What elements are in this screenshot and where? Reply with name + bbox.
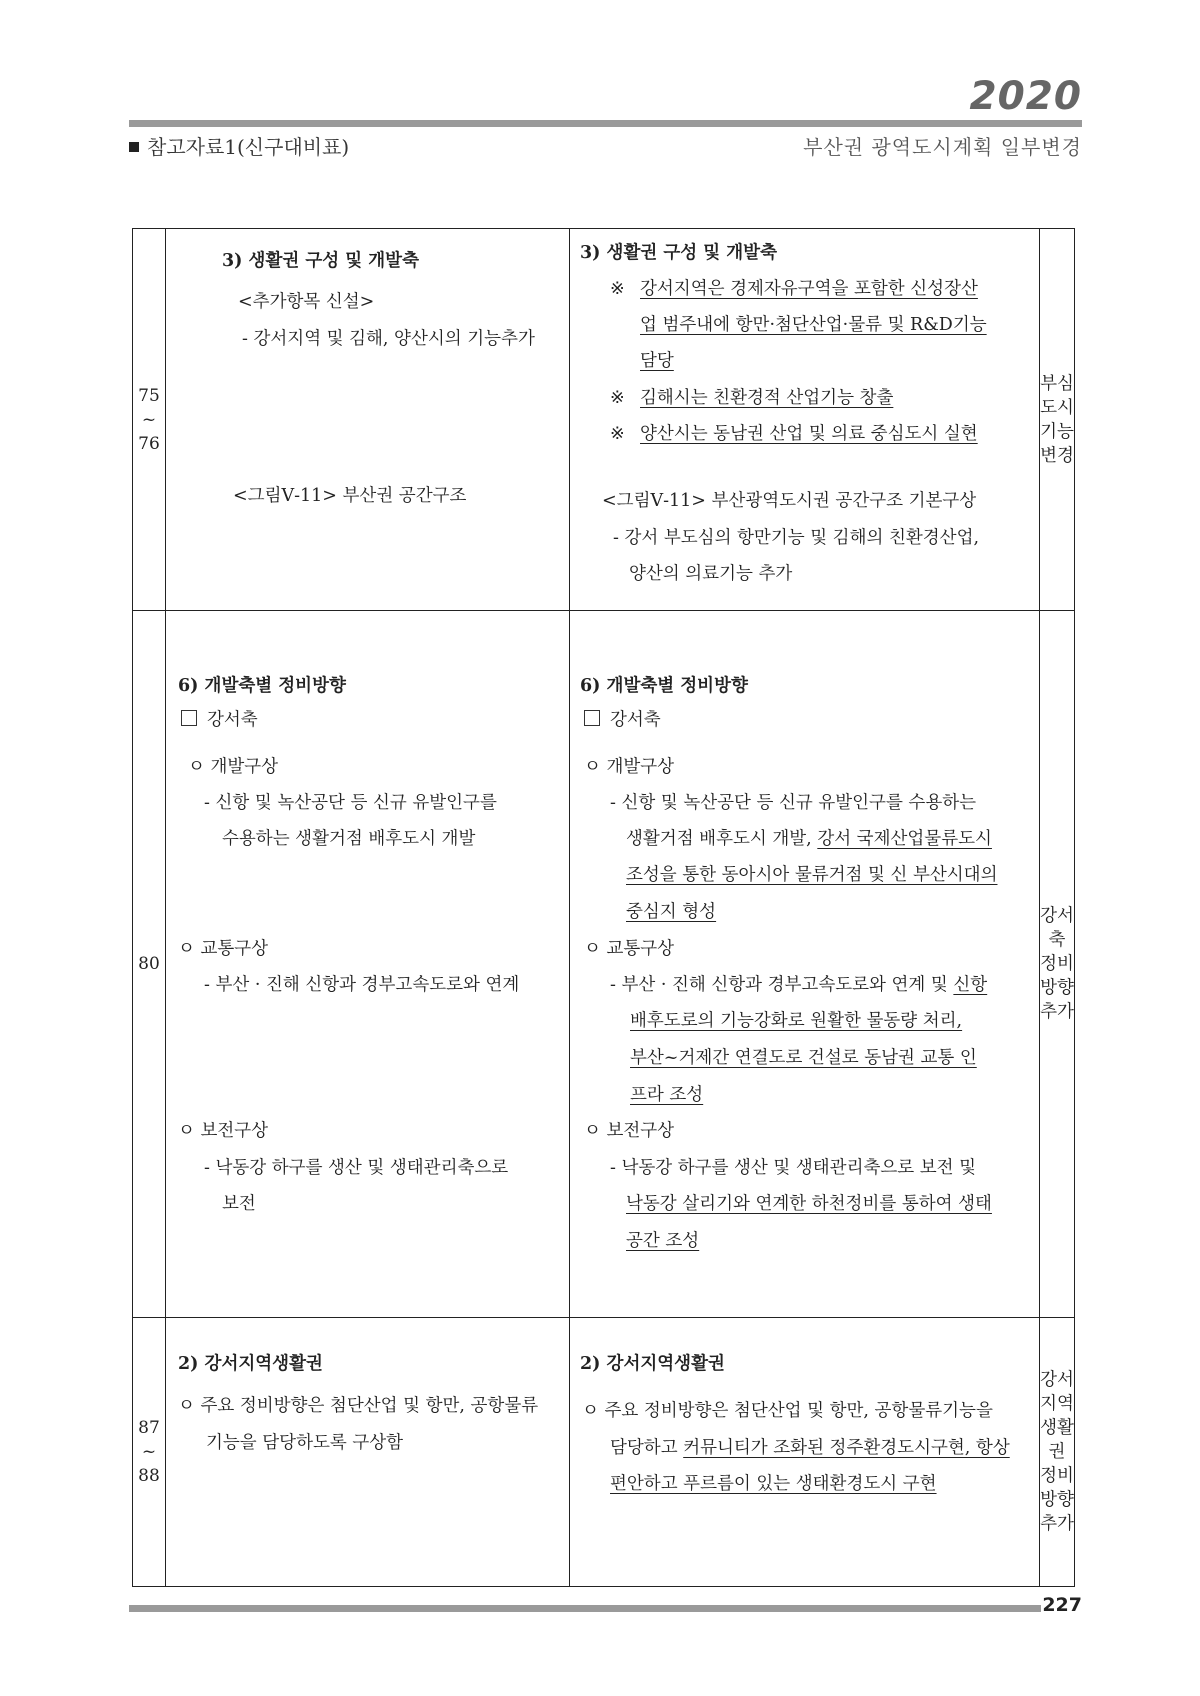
remark-text: 생활: [1040, 1418, 1074, 1438]
note-mark: ※: [610, 279, 625, 299]
new-text-line: 김해시는 친환경적 산업기능 창출: [640, 388, 894, 408]
remark-text: 지역: [1040, 1394, 1074, 1414]
new-text-line: 공간 조성: [626, 1231, 700, 1251]
old-item: - 신항 및 녹산공단 등 신규 유발인구를: [204, 793, 497, 813]
old-item: ㅇ 보전구상: [178, 1121, 269, 1141]
old-text-cell: [166, 229, 570, 611]
new-text-line: [626, 821, 992, 857]
old-text-cell: [166, 1318, 570, 1587]
underlined-text: 신항: [953, 975, 988, 995]
new-text-line: [610, 967, 987, 1003]
remark-text: 추가: [1040, 1002, 1074, 1022]
note-mark: ※: [610, 424, 625, 444]
new-item: ㅇ 보전구상: [584, 1121, 675, 1141]
page-range-cell: [133, 1318, 166, 1587]
new-text-cell: [570, 1318, 1040, 1587]
old-item: 보전: [222, 1194, 256, 1214]
old-item: ㅇ 주요 정비방향은 첨단산업 및 항만, 공항물류: [178, 1396, 539, 1416]
old-item: - 강서지역 및 김해, 양산시의 기능추가: [242, 329, 535, 349]
new-text-line: 조성을 통한 동아시아 물류거점 및 신 부산시대의: [626, 865, 998, 885]
remark-text: 방향: [1040, 978, 1074, 998]
old-item: ㅇ 개발구상: [188, 757, 279, 777]
remark-text: 기능: [1040, 421, 1074, 442]
old-item: ㅇ 교통구상: [178, 939, 269, 959]
page-number: 76: [138, 433, 160, 454]
new-text-line: 배후도로의 기능강화로 원활한 물동량 처리,: [630, 1011, 963, 1031]
remark-text: 정비: [1040, 1466, 1074, 1486]
new-text-cell: [570, 229, 1040, 611]
old-item: 기능을 담당하도록 구상함: [206, 1433, 404, 1453]
section-label-text: 참고자료1(신구대비표): [147, 135, 350, 159]
remarks-cell: [1040, 611, 1075, 1318]
new-text-line: 양산의 의료기능 추가: [629, 564, 793, 584]
section-label: [129, 131, 349, 160]
old-section-title: 3) 생활권 구성 및 개발축: [222, 251, 419, 271]
new-section-title: 3) 생활권 구성 및 개발축: [580, 243, 777, 263]
new-text-line: 부산~거제간 연결도로 건설로 동남권 교통 인: [630, 1048, 977, 1068]
page-number-footer: 227: [1042, 1594, 1082, 1616]
text-span: - 부산 · 진해 신항과 경부고속도로와 연계 및: [610, 975, 954, 995]
old-item: <추가항목 신설>: [238, 292, 375, 312]
page-range-cell: [133, 229, 166, 611]
document-title: 부산권 광역도시계획 일부변경: [803, 135, 1082, 159]
new-text-cell: [570, 611, 1040, 1318]
table-row: [133, 229, 1075, 611]
remarks-cell: [1040, 1318, 1075, 1587]
old-text-cell: [166, 611, 570, 1318]
remark-text: 변경: [1040, 445, 1074, 466]
new-section-title: 2) 강서지역생활권: [580, 1354, 725, 1374]
table-row: [133, 1318, 1075, 1587]
old-figure-caption: <그림Ⅴ-11> 부산권 공간구조: [233, 486, 467, 506]
new-axis-heading: [584, 702, 661, 738]
new-text-line: - 신항 및 녹산공단 등 신규 유발인구를 수용하는: [610, 793, 977, 813]
remark-text: 도시: [1040, 397, 1074, 418]
remarks-cell: [1040, 229, 1075, 611]
new-text-line: 낙동강 살리기와 연계한 하천정비를 통하여 생태: [626, 1194, 992, 1214]
old-axis-heading: [181, 702, 258, 738]
square-bullet-icon: [129, 142, 139, 152]
remark-text: 축: [1048, 930, 1066, 950]
remark-text: 권: [1048, 1442, 1066, 1462]
page-number: 88: [138, 1466, 160, 1486]
new-section-title: 6) 개발축별 정비방향: [580, 676, 748, 696]
footer-bar: [129, 1605, 1041, 1612]
new-text-line: 담당: [640, 351, 674, 371]
remark-text: 정비: [1040, 954, 1074, 974]
new-text-line: 프라 조성: [630, 1085, 704, 1105]
new-item: ㅇ 교통구상: [584, 939, 675, 959]
header-bar: [129, 120, 1082, 127]
page-range-tilde: ~: [141, 409, 157, 430]
page-range-tilde: ~: [141, 1442, 157, 1462]
new-figure-caption: <그림Ⅴ-11> 부산광역도시권 공간구조 기본구상: [602, 491, 977, 511]
new-text-line: [610, 1430, 1010, 1466]
new-text-line: - 강서 부도심의 항만기능 및 김해의 친환경산업,: [613, 528, 980, 548]
underlined-text: 커뮤니티가 조화된 정주환경도시구현, 항상: [683, 1438, 1010, 1458]
new-text-line: 양산시는 동남권 산업 및 의료 중심도시 실현: [640, 424, 978, 444]
new-item: ㅇ 개발구상: [584, 757, 675, 777]
checkbox-icon: [181, 710, 197, 726]
year-title: 2020: [969, 74, 1082, 119]
underlined-text: 강서 국제산업물류도시: [817, 829, 992, 849]
new-text-line: 편안하고 푸르름이 있는 생태환경도시 구현: [610, 1474, 937, 1494]
old-item: - 낙동강 하구를 생산 및 생태관리축으로: [204, 1158, 509, 1178]
text-span: 생활거점 배후도시 개발,: [626, 829, 818, 849]
new-text-line: 강서지역은 경제자유구역을 포함한 신성장산: [640, 279, 978, 299]
old-section-title: 6) 개발축별 정비방향: [178, 676, 346, 696]
old-item: - 부산 · 진해 신항과 경부고속도로와 연계: [204, 975, 520, 995]
page-number: 80: [138, 954, 160, 974]
new-text-line: - 낙동강 하구를 생산 및 생태관리축으로 보전 및: [610, 1158, 977, 1178]
new-text-line: 업 범주내에 항만·첨단산업·물류 및 R&D기능: [640, 315, 987, 335]
axis-label: 강서축: [610, 710, 661, 730]
new-text-line: 중심지 형성: [626, 902, 717, 922]
remark-text: 추가: [1040, 1514, 1074, 1534]
page-range-cell: [133, 611, 166, 1318]
table-row: [133, 611, 1075, 1318]
checkbox-icon: [584, 710, 600, 726]
page-number: 87: [138, 1418, 160, 1438]
new-item: ㅇ 주요 정비방향은 첨단산업 및 항만, 공항물류기능을: [582, 1401, 993, 1421]
old-section-title: 2) 강서지역생활권: [178, 1354, 323, 1374]
remark-text: 방향: [1040, 1490, 1074, 1510]
page-number: 75: [138, 385, 160, 406]
axis-label: 강서축: [207, 710, 258, 730]
note-mark: ※: [610, 388, 625, 408]
text-span: 담당하고: [610, 1438, 684, 1458]
comparison-table: [132, 228, 1075, 1587]
remark-text: 강서: [1040, 1370, 1074, 1390]
remark-text: 강서: [1040, 906, 1074, 926]
remark-text: 부심: [1040, 373, 1074, 394]
old-item: 수용하는 생활거점 배후도시 개발: [222, 829, 476, 849]
